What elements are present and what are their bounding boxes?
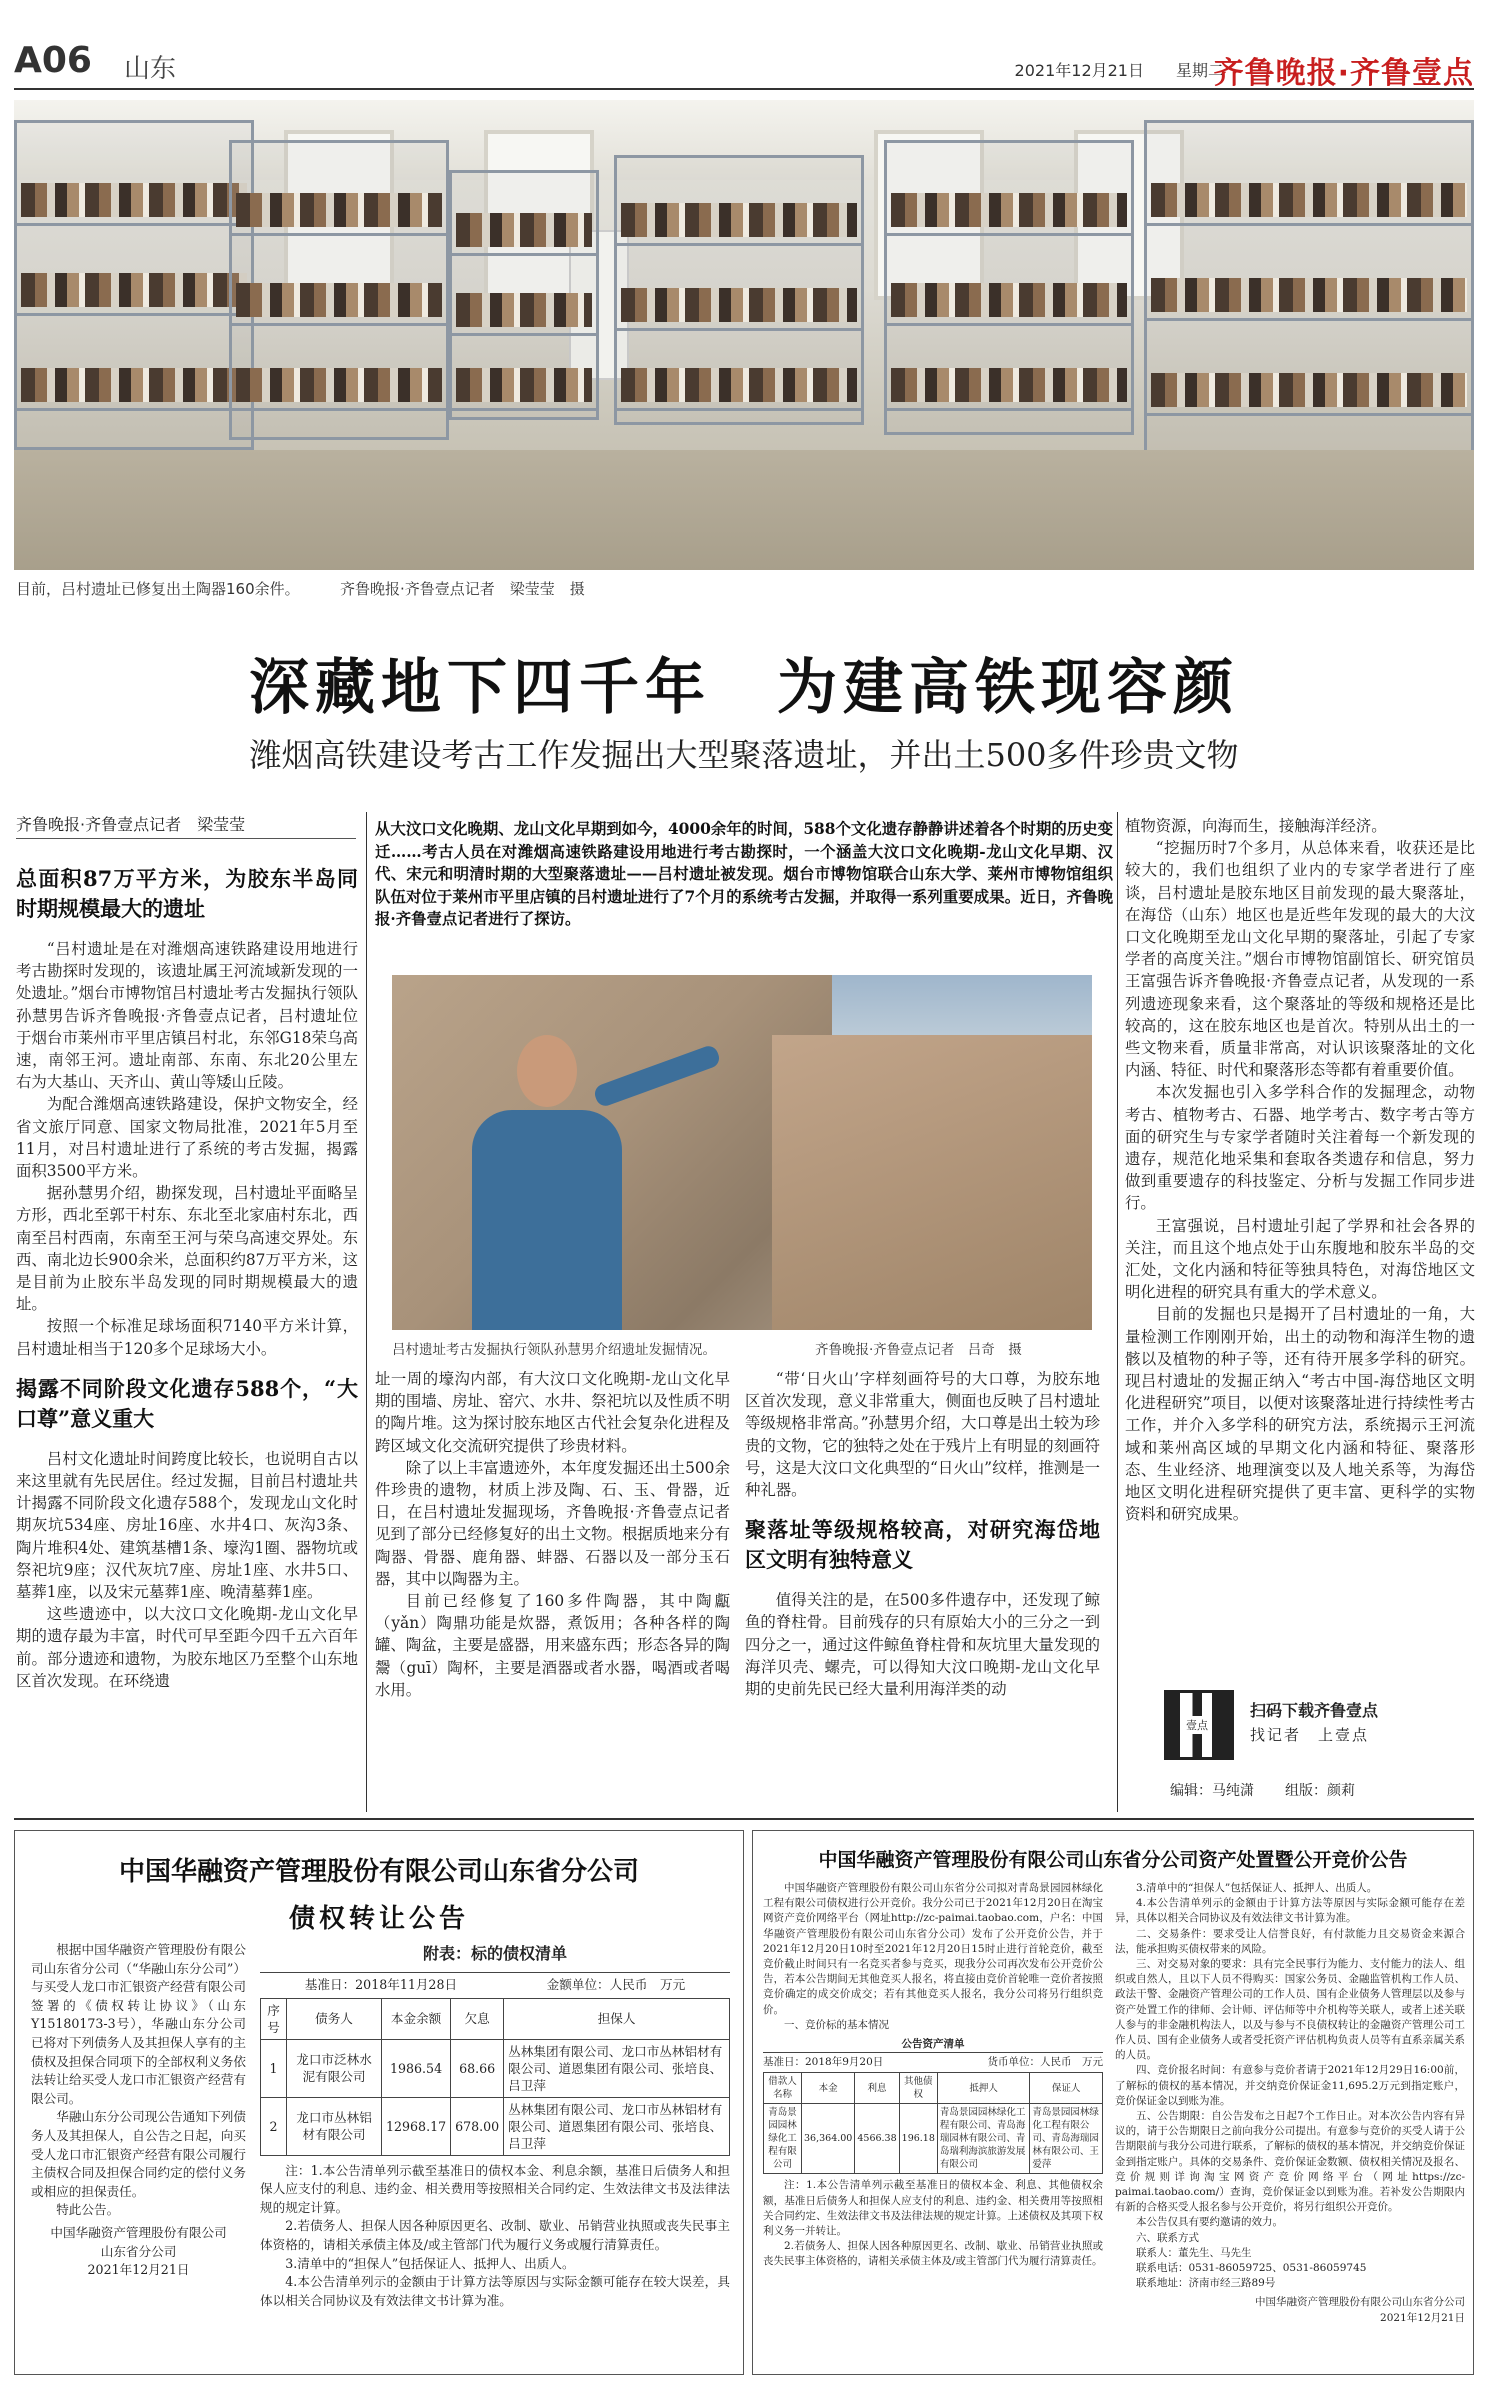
paragraph: 特此公告。	[56, 2202, 120, 2218]
cell: 2	[261, 2097, 287, 2155]
paragraph: 本次发掘也引入多学科合作的发掘理念，动物考古、植物考古、石器、地学考古、数字考古等方面的研究生与专家学者随时关注着每一个新发现的遗存，规范化地采集和套取各类遗存和信息，努力做到重要遗存的科技鉴定、分析与发掘工作同步进行。	[1125, 1083, 1475, 1213]
debt-transfer-notice	[14, 1830, 744, 2375]
table-title: 附表：标的债权清单	[422, 1944, 567, 1963]
contact-person: 联系人：董先生、马先生	[1136, 2246, 1252, 2259]
photo2-caption: 吕村遗址考古发掘执行领队孙慧男介绍遗址发掘情况。	[392, 1342, 716, 1358]
paragraph: 吕村文化遗址时间跨度比较长，也说明自古以来这里就有先民居住。经过发掘，目前吕村遗址共计揭露不同阶段文化遗存588个，发现龙山文化时期灰坑534座、房址16座、水井4口、灰沟3条、陶片堆积4处、建筑基槽1条、壕沟1圈、器物坑或祭祀坑9座；汉代灰坑7座、房址1座、水井5口、墓葬1座，以及宋元墓葬1座、晚清墓葬1座。	[16, 1449, 358, 1602]
qr-promo-line-1: 扫码下载齐鲁壹点	[1250, 1701, 1379, 1720]
notice-signatory: 中国华融资产管理股份有限公司	[50, 2224, 227, 2240]
cell: 龙口市泛林水泥有限公司	[287, 2039, 382, 2097]
paragraph: 本公告仅具有要约邀请的效力。	[1136, 2216, 1283, 2229]
asset-disposal-notice	[752, 1830, 1474, 2375]
paragraph: “挖掘历时7个多月，从总体来看，收获还是比较大的，我们也组织了业内的专家学者进行了座谈，吕村遗址是胶东地区目前发现的最大聚落址，在海岱（山东）地区也是近些年发现的最大的大汶口文化晚期至龙山文化早期的聚落址，引起了专家学者的高度关注。”烟台市博物馆副馆长、研究馆员王富强告诉齐鲁晚报·齐鲁壹点记者，从发现的一系列遗迹现象来看，这个聚落址的等级和规格还是比较高的，这在胶东地区也是首次。特别从出土的一些文物来看，质量非常高，对认识该聚落址的文化内涵、特征、时代和聚落形态等都有着重要价值。	[1125, 839, 1475, 1080]
paragraph: 为配合潍烟高速铁路建设，保护文物安全，经省文旅厅同意、国家文物局批准，2021年5月至11月，对吕村遗址进行了系统的考古发掘，揭露面积3500平方米。	[16, 1095, 358, 1181]
editor-credit: 编辑：马纯潇	[1170, 1783, 1254, 1799]
paragraph: 一、竞价标的基本情况	[784, 2018, 889, 2031]
note: 3.清单中的“担保人”包括保证人、抵押人、出质人。	[285, 2255, 575, 2271]
asset-table-notes	[763, 2178, 1103, 2269]
col-header: 担保人	[504, 1998, 730, 2039]
photo-trench-wall	[772, 1035, 1092, 1330]
paragraph: 除了以上丰富遗迹外，本年度发掘还出土500余件珍贵的遗物，材质上涉及陶、石、玉、骨器，近日，在吕村遗址发掘现场，齐鲁晚报·齐鲁壹点记者见到了部分已经修复好的出土文物。根据质地来分有陶器、骨器、鹿角器、蚌器、石器以及一部分玉石器，其中以陶器为主。	[375, 1458, 730, 1588]
paragraph: 址一周的壕沟内部，有大汶口文化晚期-龙山文化早期的围墙、房址、窑穴、水井、祭祀坑以及性质不明的陶片堆。这为探讨胶东地区古代社会复杂化进程及跨区域文化交流研究提供了珍贵材料。	[375, 1370, 730, 1455]
note: 4.本公告清单列示的金额由于计算方法等原因与实际金额可能存在较大误差，具体以相关合同协议及有效法律文书计算为准。	[260, 2274, 730, 2308]
issue-weekday: 星期二	[1175, 61, 1224, 80]
notice-left-column	[763, 1881, 1103, 2270]
layout-credit: 组版：颜莉	[1285, 1783, 1355, 1799]
archaeologist-photo	[392, 975, 1092, 1330]
cell: 68.66	[451, 2039, 504, 2097]
paragraph: 三、对交易对象的要求：具有完全民事行为能力、支付能力的法人、组织或自然人，且以下人员不得购买：国家公务员、金融监管机构工作人员、政法干警、金融资产管理公司的工作人员、国有企业债务人管理层以及参与资产处置工作的律师、会计师、评估师等中介机构等关联人，或者上述关联人参与的非金融机构法人，以及与参与不良债权转让的金融资产管理公司工作人员、国有企业债务人或者受托资产评估机构负责人员等有直系亲属关系的人员。	[1115, 1958, 1465, 2062]
top-photo-caption: 目前，吕村遗址已修复出土陶器160余件。	[16, 580, 300, 598]
col-header: 抵押人	[937, 2073, 1029, 2104]
table-header-row	[261, 1998, 730, 2039]
contact-phone: 联系电话：0531-86059725、0531-86059745	[1136, 2262, 1367, 2275]
cell: 青岛景园园林绿化工程有限公司	[764, 2104, 802, 2174]
table-row	[261, 2097, 730, 2155]
paragraph: 五、公告期限：自公告发布之日起7个工作日止。对本次公告内容有异议的，请于公告期限日之前向我分公司提出。有意参与竞价的买受人请于公告期限前与我分公司进行联系，了解标的债权的基本情况，并交纳竞价保证金到指定账户。具体的交易条件、竞价保证金数额、债权相关情况及报名、竞价规则详询淘宝网资产竞价网络平台（网址https://zc-paimai.taobao.com/）查询，竞价保证金以到账为准。若补发公告期限内有新的合格买受人报名参与公开竞价，将另行组织公开竞价。	[1115, 2110, 1465, 2214]
photo2-credit: 齐鲁晚报·齐鲁壹点记者 吕奇 摄	[815, 1342, 1022, 1358]
paragraph: 中国华融资产管理股份有限公司山东省分公司拟对青岛景园园林绿化工程有限公司债权进行公开竞价。我分公司已于2021年12月20日在淘宝网资产竞价网络平台（网址http://zc-paimai.taobao.com，户名：中国华融资产管理股份有限公司山东省分公司）发布了公开竞价公告，并于2021年12月20日10时至2021年12月20日15时止进行首轮竞价，截至竞价截止时间只有一名竞买者参与竞买，现我分公司再次发布公开竞价公告，若本公告期间无其他竞买人报名，将直接由竞价首轮唯一竞价者按照竞价确定的成交价成交；若有其他竞买人报名，我分公司将另行组织竞价。	[763, 1882, 1103, 2016]
col-header: 其他债权	[899, 2073, 937, 2104]
photo-shelf	[229, 140, 449, 440]
paragraph: 王富强说，吕村遗址引起了学界和社会各界的关注，而且这个地点处于山东腹地和胶东半岛的交汇处，文化内涵和特征等独具特色，对海岱地区文明化进程的研究具有重大的学术意义。	[1125, 1216, 1475, 1302]
asset-table-meta	[763, 2052, 1103, 2072]
table-notes	[260, 2162, 730, 2311]
col-header: 债务人	[287, 1998, 382, 2039]
base-date: 基准日：2018年11月28日	[304, 1977, 458, 1992]
qr-promo-line-2: 找记者 上壹点	[1250, 1726, 1370, 1744]
photo-shelf	[449, 170, 599, 420]
notice-title-line2: 债权转让公告	[288, 1904, 469, 1934]
page-number: A06	[14, 40, 92, 81]
note: 2.若债务人、担保人因各种原因更名、改制、歇业、吊销营业执照或丧失民事主体资格的，请相关承债主体及/或主管部门代为履行清算责任。	[763, 2240, 1103, 2268]
photo-person-head	[517, 1035, 577, 1107]
article-column-3	[745, 1368, 1100, 1700]
paragraph: 4.本公告清单列示的金额由于计算方法等原因与实际金额可能存在差异，具体以相关合同协议及有效法律文书计算为准。	[1115, 1897, 1465, 1925]
paragraph: 据孙慧男介绍，勘探发现，吕村遗址平面略呈方形，西北至郭干村东、东北至北家庙村东北，西南至吕村西南，东南至王河与荣乌高速交界处。东西、南北边长900余米，总面积约87万平方米，这是目前为止胶东半岛发现的同时期规模最大的遗址。	[16, 1184, 358, 1314]
byline: 齐鲁晚报·齐鲁壹点记者 梁莹莹	[16, 812, 356, 839]
headline: 深藏地下四千年 为建高铁现容颜	[249, 653, 1239, 723]
paragraph: 根据中国华融资产管理股份有限公司山东省分公司（“华融山东分公司”）与买受人龙口市汇银资产经营有限公司签署的《债权转让协议》（山东Y15180173-3号），华融山东分公司已将对下列债务人及其担保人享有的主债权及担保合同项下的全部权利义务依法转让给买受人龙口市汇银资产经营有限公司。	[31, 1942, 246, 2106]
paragraph: 植物资源，向海而生，接触海洋经济。	[1125, 817, 1387, 835]
column-divider	[366, 812, 367, 1812]
article-column-4	[1125, 815, 1475, 1526]
column-divider	[1117, 812, 1118, 1812]
paragraph: “带‘日火山’字样刻画符号的大口尊，为胶东地区首次发现，意义非常重大，侧面也反映了吕村遗址等级规格非常高。”孙慧男介绍，大口尊是出土较为珍贵的文物，它的独特之处在于残片上有明显的刻画符号，这是大汶口文化典型的“日火山”纹样，推测是一种礼器。	[745, 1370, 1100, 1500]
paragraph: 目前已经修复了160多件陶器，其中陶甗（yǎn）陶鼎功能是炊器，煮饭用；各种各样的陶罐、陶盆，主要是盛器，用来盛东西；形态各异的陶鬶（guī）陶杯，主要是酒器或者水器，喝酒或者喝水用。	[375, 1592, 730, 1699]
currency-unit: 货币单位：人民币 万元	[987, 2056, 1103, 2069]
paragraph: “吕村遗址是在对潍烟高速铁路建设用地进行考古勘探时发现的，该遗址属王河流域新发现的一处遗址。”烟台市博物馆吕村遗址考古发掘执行领队孙慧男告诉齐鲁晚报·齐鲁壹点记者，吕村遗址位于烟台市莱州市平里店镇吕村北，东邻G18荣乌高速，南邻王河。遗址南部、东南、东北20公里左右为大基山、天齐山、黄山等矮山丘陵。	[16, 940, 358, 1092]
qr-label: 壹点	[1184, 1716, 1210, 1734]
section-heading-2: 揭露不同阶段文化遗存588个，“大口尊”意义重大	[16, 1375, 358, 1431]
asset-table-title: 公告资产清单	[901, 2038, 965, 2051]
col-header: 利息	[855, 2073, 899, 2104]
note: 2.若债务人、担保人因各种原因更名、改制、歇业、吊销营业执照或丧失民事主体资格的，请相关承债主体及/或主管部门代为履行义务或履行清算责任。	[260, 2218, 730, 2252]
cell: 丛林集团有限公司、龙口市丛林铝材有限公司、道恩集团有限公司、张培良、吕卫萍	[504, 2097, 730, 2155]
col-header: 本金余额	[382, 1998, 451, 2039]
paragraph: 华融山东分公司现公告通知下列债务人及其担保人，自公告之日起，向买受人龙口市汇银资产经营有限公司履行主债权合同及担保合同约定的偿付义务或相应的担保责任。	[31, 2109, 246, 2199]
paragraph: 目前的发掘也只是揭开了吕村遗址的一角，大量检测工作刚刚开始，出土的动物和海洋生物的遗骸以及植物的种子等，还有待开展多学科的研究。现吕村遗址的发掘正纳入“考古中国-海岱地区文明化进程研究”项目，以便对该聚落址进行持续性考古工作，并介入多学科的研究方法，系统揭示王河流域和莱州高区域的早期文化内涵和特征、聚落形态、生业经济、地理演变以及人地关系等，为海岱地区文明化进程研究提供了更丰富、更科学的实物资料和研究成果。	[1125, 1305, 1475, 1524]
base-date: 基准日：2018年9月20日	[763, 2056, 884, 2069]
col-header: 序号	[261, 1998, 287, 2039]
photo-shelf	[1144, 120, 1474, 460]
page-header	[14, 38, 1474, 90]
col-header: 欠息	[451, 1998, 504, 2039]
subheadline: 潍烟高铁建设考古工作发掘出大型聚落遗址，并出土500多件珍贵文物	[249, 736, 1239, 774]
table-meta	[260, 1972, 730, 1998]
table-row	[764, 2104, 1103, 2174]
cell: 青岛景园园林绿化工程有限公司、青岛海瑞园林有限公司、王爱萍	[1030, 2104, 1103, 2174]
cell: 36,364.00	[802, 2104, 855, 2174]
section-heading-1: 总面积87万平方米，为胶东半岛同时期规模最大的遗址	[16, 866, 358, 921]
photo-person-body	[472, 1110, 622, 1330]
notice-date: 2021年12月21日	[87, 2262, 190, 2278]
paragraph: 二、交易条件：要求受让人信誉良好，有付款能力且交易资金来源合法，能承担购买债权带来的风险。	[1115, 1927, 1465, 1955]
currency-unit: 金额单位：人民币 万元	[546, 1977, 686, 1992]
photo-shelf	[884, 140, 1134, 435]
photo-floor	[14, 450, 1474, 570]
top-photo-warehouse	[14, 100, 1474, 570]
note: 注：1.本公告清单列示截至基准日的债权本金、利息余额，基准日后债务人和担保人应支付的利息、违约金、相关费用等按照相关合同约定、生效法律文书及法律法规的规定计算。	[260, 2162, 730, 2215]
cell: 1986.54	[382, 2039, 451, 2097]
photo-person	[472, 1035, 622, 1330]
col-header: 保证人	[1030, 2073, 1103, 2104]
notice-right-column	[1115, 1881, 1465, 2326]
section-divider	[14, 1818, 1474, 1820]
article-column-1	[16, 850, 358, 1692]
issue-date: 2021年12月21日	[1014, 61, 1144, 80]
table-header-row	[764, 2073, 1103, 2104]
top-photo-credit: 齐鲁晚报·齐鲁壹点记者 梁莹莹 摄	[340, 580, 585, 598]
cell: 青岛景园园林绿化工程有限公司、青岛海瑞园林有限公司、青岛瑞利海滨旅游发展有限公司	[937, 2104, 1029, 2174]
cell: 196.18	[899, 2104, 937, 2174]
debt-table	[260, 1998, 730, 2156]
col-header: 本金	[802, 2073, 855, 2104]
paragraph: 四、竞价报名时间：有意参与竞价者请于2021年12月29日16:00前，了解标的债权的基本情况，并交纳竞价保证金11,695.2万元到指定账户，竞价保证金以到账为准。	[1115, 2064, 1465, 2107]
newspaper-logo: 齐鲁晚报·齐鲁壹点	[1213, 56, 1474, 91]
notice-signatory-branch: 山东省分公司	[100, 2243, 177, 2259]
cell: 12968.17	[382, 2097, 451, 2155]
paragraph: 六、联系方式	[1136, 2231, 1199, 2244]
cell: 丛林集团有限公司、龙口市丛林铝材有限公司、道恩集团有限公司、张培良、吕卫萍	[504, 2039, 730, 2097]
photo-shelf	[14, 120, 254, 450]
col-header: 借款人名称	[764, 2073, 802, 2104]
notice-signatory: 中国华融资产管理股份有限公司山东省分公司	[1255, 2296, 1465, 2309]
notice-title: 中国华融资产管理股份有限公司山东省分公司资产处置暨公开竞价公告	[818, 1849, 1408, 1871]
section-name: 山东	[124, 54, 177, 84]
notice-date: 2021年12月21日	[1380, 2311, 1465, 2324]
notice-title-line1: 中国华融资产管理股份有限公司山东省分公司	[118, 1857, 639, 1887]
article-column-2	[375, 1368, 730, 1701]
paragraph: 3.清单中的“担保人”包括保证人、抵押人、出质人。	[1136, 1882, 1378, 1894]
section-heading-3: 聚落址等级规格较高，对研究海岱地区文明有独特意义	[745, 1517, 1100, 1573]
cell: 龙口市丛林铝材有限公司	[287, 2097, 382, 2155]
cell: 1	[261, 2039, 287, 2097]
cell: 678.00	[451, 2097, 504, 2155]
notice-body	[31, 1941, 246, 2280]
debt-table-block	[260, 1941, 730, 2310]
photo-shelf	[614, 155, 864, 425]
cell: 4566.38	[855, 2104, 899, 2174]
note: 注：1.本公告清单列示截至基准日的债权本金、利息、其他债权余额，基准日后债务人和担保人应支付的利息、违约金、相关费用等按照相关合同约定、生效法律文书及法律法规的规定计算。上述债权及其项下权利义务一并转让。	[763, 2179, 1103, 2238]
paragraph: 按照一个标准足球场面积7140平方米计算，吕村遗址相当于120多个足球场大小。	[16, 1317, 358, 1358]
article-lead: 从大汶口文化晚期、龙山文化早期到如今，4000余年的时间，588个文化遗存静静讲述着各个时期的历史变迁……考古人员在对潍烟高速铁路建设用地进行考古勘探时，一个涵盖大汶口文化晚期-龙山文化早期、汉代、宋元和明清时期的大型聚落遗址——吕村遗址被发现。烟台市博物馆联合山东大学、莱州市博物馆组织队伍对位于莱州市平里店镇的吕村遗址进行了7个月的系统考古发掘，并取得一系列重要成果。近日，齐鲁晚报·齐鲁壹点记者进行了探访。	[375, 820, 1113, 928]
contact-address: 联系地址：济南市经三路89号	[1136, 2277, 1276, 2290]
paragraph: 值得关注的是，在500多件遗存中，还发现了鲸鱼的脊柱骨。目前残存的只有原始大小的三分之一到四分之一，通过这件鲸鱼脊柱骨和灰坑里大量发现的海洋贝壳、螺壳，可以得知大汶口晚期-龙山文化早期的史前先民已经大量利用海洋类的动	[745, 1591, 1100, 1699]
table-row	[261, 2039, 730, 2097]
paragraph: 这些遗迹中，以大汶口文化晚期-龙山文化早期的遗存最为丰富，时代可早至距今四千五六百年前。部分遗迹和遗物，为胶东地区乃至整个山东地区首次发现。在环绕遗	[16, 1605, 358, 1690]
asset-table	[763, 2072, 1103, 2174]
